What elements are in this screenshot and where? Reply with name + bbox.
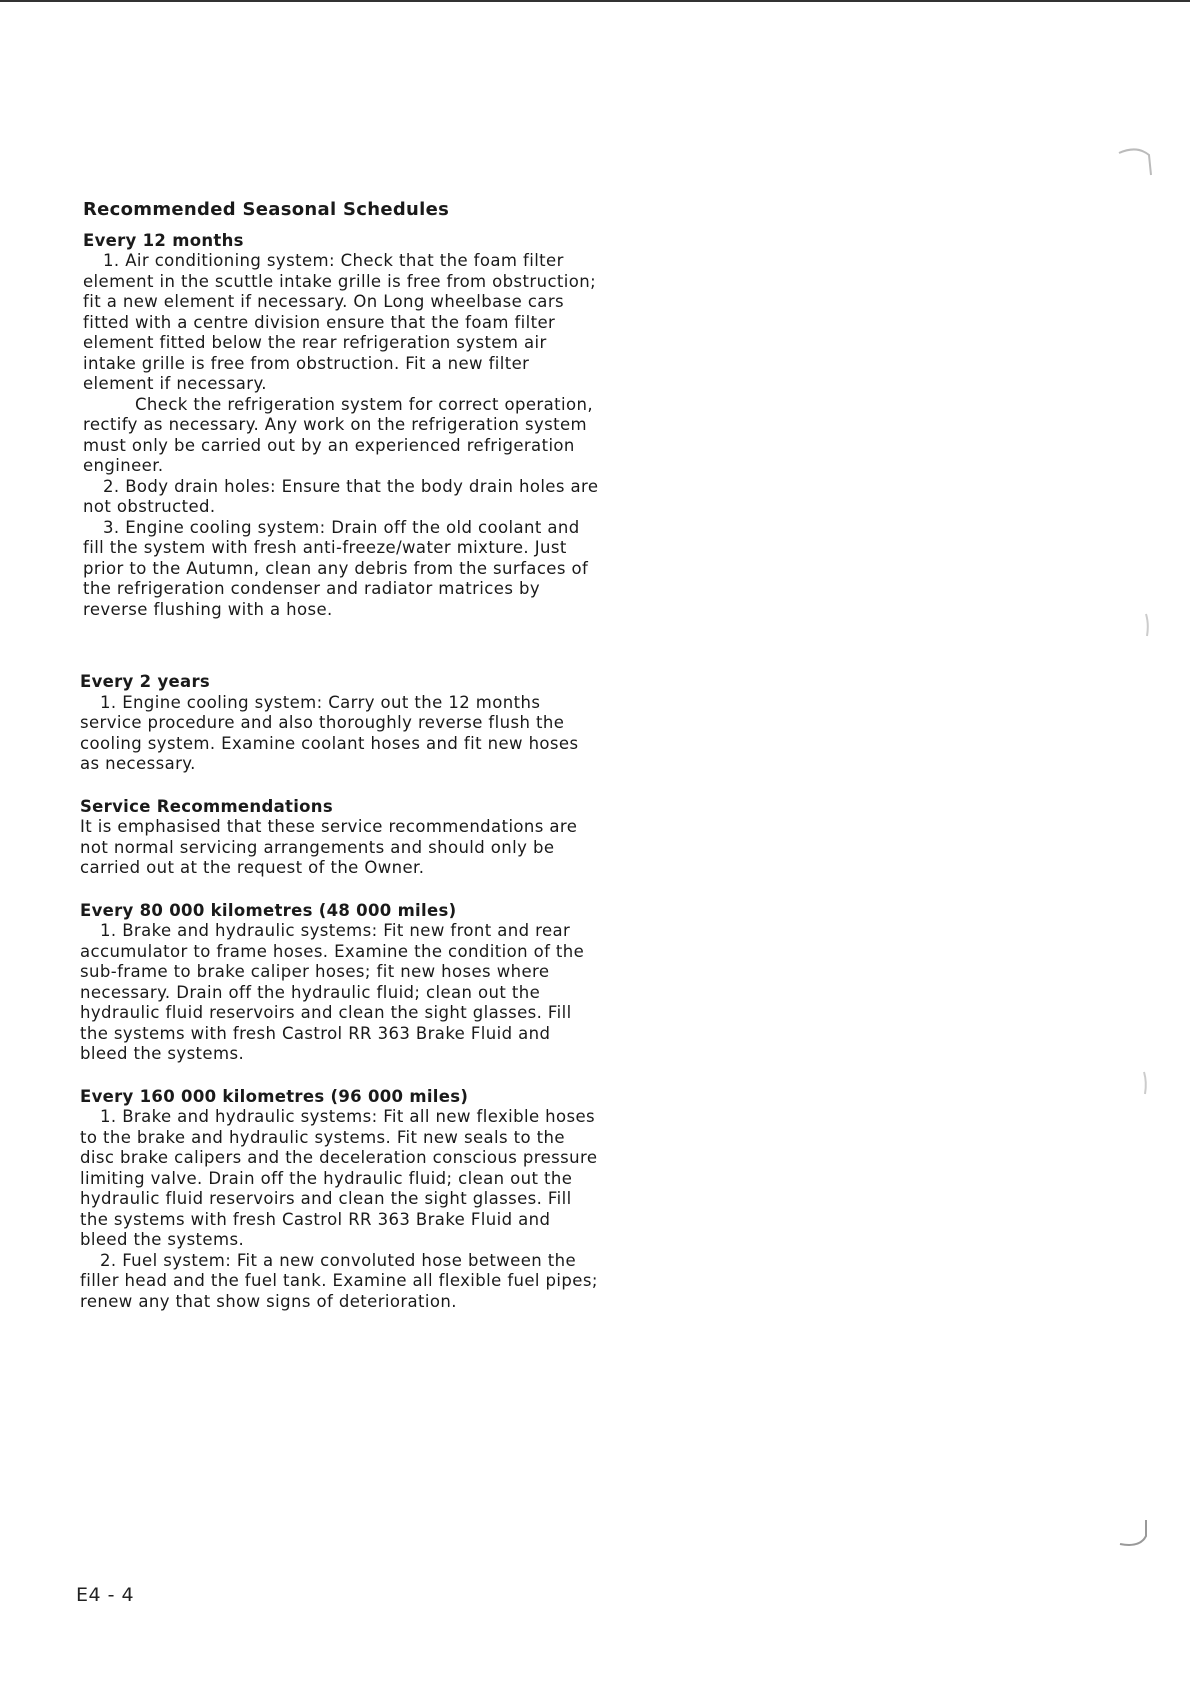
section-service-recommendations xyxy=(80,797,600,879)
section-every-160000-km xyxy=(80,1087,600,1313)
list-item: 2. Body drain holes: Ensure that the body drain holes are not obstructed. xyxy=(83,476,599,516)
list-item: 1. Brake and hydraulic systems: Fit new front and rear accumulator to frame hoses. Examine the condition of the sub-frame to brake caliper hoses; fit new hoses where necessary. Drain off the hydraulic fluid; clean out the hydraulic fluid reservoirs and clean the sight glasses. Fill the systems with fresh Castrol RR 363 Brake Fluid and bleed the systems. xyxy=(80,921,585,1063)
binder-tick-mark xyxy=(1142,612,1152,640)
document-body xyxy=(80,200,600,1312)
section-every-2-years xyxy=(80,672,600,775)
binder-tick-mark xyxy=(1140,1070,1150,1098)
paragraph: It is emphasised that these service recommendations are not normal servicing arrangements and should only be carried out at the request of the Owner. xyxy=(80,817,578,877)
section-every-12-months xyxy=(83,231,600,621)
binder-corner-mark-bottom xyxy=(1112,1518,1152,1553)
section-title: Every 2 years xyxy=(80,672,211,691)
list-item-continuation: Check the refrigeration system for correct operation, rectify as necessary. Any work on the refrigeration system must only be carried out by an experienced refrigeration engineer. xyxy=(83,394,593,475)
page-heading: Recommended Seasonal Schedules xyxy=(83,199,450,220)
page-number: E4 - 4 xyxy=(76,1584,135,1606)
section-title: Every 12 months xyxy=(83,230,244,250)
section-title: Every 160 000 kilometres (96 000 miles) xyxy=(80,1086,469,1106)
list-item: 1. Brake and hydraulic systems: Fit all new flexible hoses to the brake and hydraulic systems. Fit new seals to the disc brake calipers and the deceleration conscious pressure limiting valve. Drain off the hydraulic fluid; clean out the hydraulic fluid reservoirs and clean the sight glasses. Fill the systems with fresh Castrol RR 363 Brake Fluid and bleed the systems. xyxy=(80,1107,598,1249)
list-item: 1. Air conditioning system: Check that the foam filter element in the scuttle intake grille is free from obstruction; fit a new element if necessary. On Long wheelbase cars fitted with a centre division ensure that the foam filter element fitted below the rear refrigeration system air intake grille is free from obstruction. Fit a new filter element if necessary. xyxy=(83,251,597,393)
list-item: 1. Engine cooling system: Carry out the 12 months service procedure and also thoroughly reverse flush the cooling system. Examine coolant hoses and fit new hoses as necessary. xyxy=(80,692,579,773)
binder-corner-mark-top xyxy=(1115,145,1155,180)
list-item: 3. Engine cooling system: Drain off the old coolant and fill the system with fresh anti-freeze/water mixture. Just prior to the Autumn, clean any debris from the surfaces of the refrigeration condenser and radiator matrices by reverse flushing with a hose. xyxy=(83,517,589,619)
section-title: Every 80 000 kilometres (48 000 miles) xyxy=(80,900,457,920)
section-every-80000-km xyxy=(80,901,600,1065)
top-edge-line xyxy=(0,0,1190,2)
section-title: Service Recommendations xyxy=(80,796,333,816)
list-item: 2. Fuel system: Fit a new convoluted hose between the filler head and the fuel tank. Examine all flexible fuel pipes; renew any that show signs of deterioration. xyxy=(80,1250,598,1311)
